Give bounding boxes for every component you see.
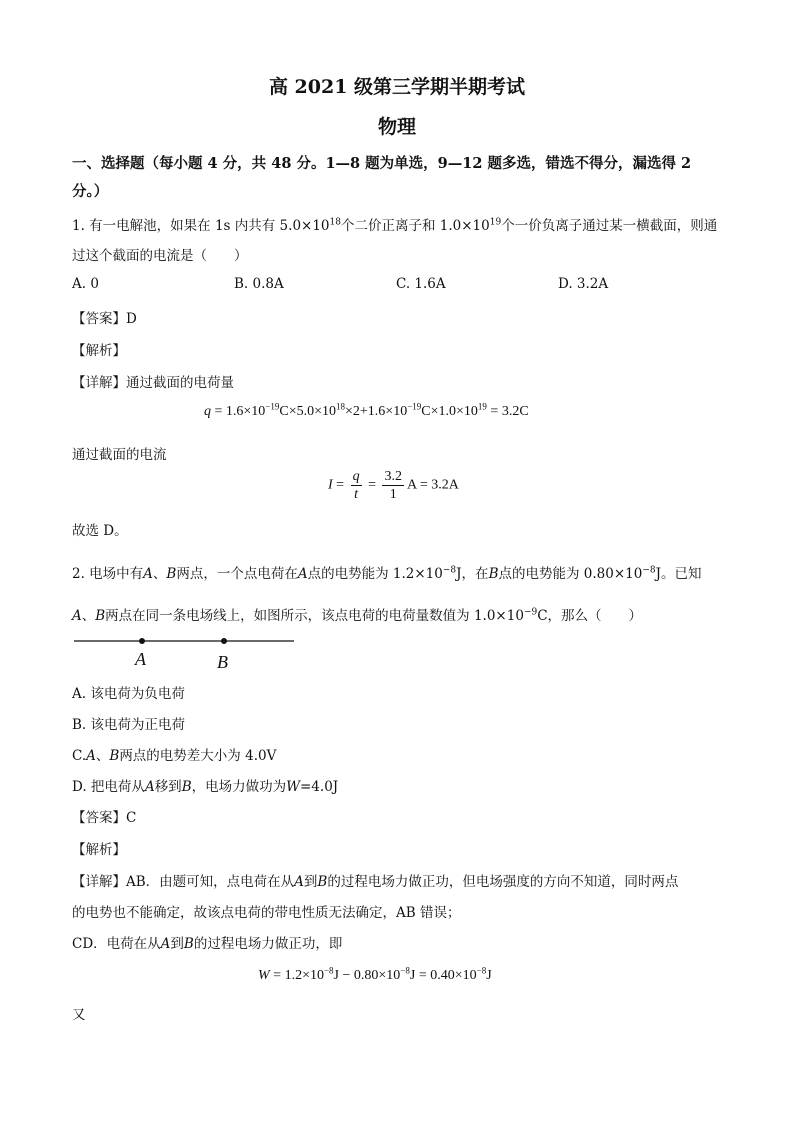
- q1-current-equation: [328, 468, 459, 503]
- point-b: B: [488, 566, 499, 582]
- q2-text: C，那么（ ）: [537, 608, 643, 624]
- q2-detail-line3: [72, 932, 342, 952]
- q2-work-equation: [258, 965, 492, 984]
- exponent: 19: [477, 401, 487, 412]
- q2-answer: 【答案】C: [72, 810, 137, 826]
- q2-option-a: A. 该电荷为负电荷: [72, 686, 185, 702]
- eq-part: A = 3.2A: [406, 477, 459, 493]
- eq-part: J = 0.40×10: [409, 968, 477, 983]
- symbol-w: W: [286, 779, 300, 795]
- point-b: B: [317, 874, 328, 890]
- exponent: −8: [323, 965, 334, 976]
- q1-option-a: A. 0: [72, 276, 99, 292]
- q1-text: 1. 有一电解池，如果在 1s 内共有 5.0×10: [72, 218, 330, 234]
- q2-tail: 又: [72, 1007, 86, 1023]
- exponent: 18: [336, 401, 346, 412]
- q2-text: 2. 电场中有: [72, 566, 144, 582]
- q2-text: 、: [152, 566, 167, 582]
- eq-part: = 1.2×10: [269, 968, 324, 983]
- exponent: −8: [442, 565, 457, 576]
- q1-current-label: 通过截面的电流: [72, 447, 167, 463]
- q1-text: 个一价负离子通过某一横截面，则通: [501, 218, 718, 234]
- point-a: A: [143, 566, 153, 582]
- eq-part: J − 0.80×10: [333, 968, 401, 983]
- denominator: 1: [389, 487, 397, 502]
- exponent: −8: [642, 565, 656, 576]
- q2-text: 点的电势能为 1.2×10: [307, 566, 443, 582]
- exam-title: 高 2021 级第三学期半期考试: [268, 76, 526, 98]
- exponent: −19: [407, 401, 422, 412]
- q2-stem-line1: [72, 562, 702, 582]
- section-heading-line1: 一、选择题（每小题 4 分，共 48 分。1—8 题为单选，9—12 题多选，错选不得分，漏选得 2: [72, 155, 692, 172]
- symbol-w: W: [258, 968, 270, 983]
- q2-detail-line2: 的电势也不能确定，故该点电荷的带电性质无法确定，AB 错误；: [72, 905, 461, 921]
- fraction-value: [382, 468, 404, 503]
- point-b: B: [183, 936, 194, 952]
- point-b: B: [109, 748, 120, 764]
- point-a: A: [297, 566, 308, 582]
- point-b: B: [181, 779, 192, 795]
- point-a-dot: [139, 638, 145, 644]
- point-a: A: [294, 874, 304, 890]
- q2-text: 点的电势能为 0.80×10: [498, 566, 643, 582]
- point-b: B: [95, 608, 106, 624]
- q2-text: 的过程电场力做正功，即: [193, 936, 343, 952]
- q2-text: 到: [170, 936, 184, 952]
- exponent: −19: [265, 401, 280, 412]
- q2-text: 、: [81, 608, 96, 624]
- point-a: A: [160, 936, 171, 952]
- q1-stem-line2: 过这个截面的电流是（ ）: [72, 248, 248, 264]
- q2-text: 、: [95, 748, 110, 764]
- q1-option-b: B. 0.8A: [234, 276, 284, 292]
- q2-text: J，在: [456, 566, 489, 582]
- fraction-q-over-t: [351, 468, 362, 503]
- denominator: t: [354, 487, 359, 502]
- q2-text: =4.0J: [300, 779, 339, 795]
- figure-label-a: A: [135, 649, 146, 669]
- q2-option-d: [72, 775, 338, 795]
- point-b: B: [166, 566, 177, 582]
- subject-title: 物理: [377, 116, 416, 138]
- q2-text: D. 把电荷从: [72, 779, 145, 795]
- q2-analysis-label: 【解析】: [72, 842, 126, 858]
- figure-label-b: B: [217, 652, 228, 672]
- point-a: A: [72, 608, 82, 624]
- q2-text: 两点，一个点电荷在: [176, 566, 298, 582]
- eq-part: =: [332, 477, 348, 493]
- q2-text: C.: [72, 748, 87, 764]
- q1-detail: 【详解】通过截面的电荷量: [72, 375, 234, 391]
- exponent: −9: [523, 607, 538, 618]
- q2-option-c: [72, 744, 276, 764]
- q1-answer: 【答案】D: [72, 311, 137, 327]
- section-heading-cont: [72, 180, 108, 201]
- eq-part: C×5.0×10: [279, 404, 337, 419]
- point-a: A: [144, 779, 155, 795]
- exponent: 19: [489, 217, 502, 228]
- numerator: q: [352, 469, 360, 484]
- exponent: −8: [400, 965, 410, 976]
- point-a: A: [86, 748, 96, 764]
- q2-stem-line2: [72, 604, 642, 624]
- eq-part: = 3.2C: [486, 404, 529, 419]
- numerator: 3.2: [384, 469, 402, 484]
- section-heading-line2: 分。）: [72, 183, 109, 200]
- q2-text: J。已知: [655, 566, 702, 582]
- symbol-q: q: [204, 404, 211, 419]
- q1-option-d: D. 3.2A: [558, 276, 609, 292]
- q2-text: ，电场力做功为: [191, 779, 287, 795]
- q1-analysis-label: 【解析】: [72, 343, 126, 359]
- q2-text: 两点在同一条电场线上，如图所示，该点电荷的电荷量数值为 1.0×10: [105, 608, 524, 624]
- q1-conclusion: 故选 D。: [72, 523, 128, 539]
- q2-text: CD．电荷在从: [72, 936, 161, 952]
- exponent: −8: [476, 965, 487, 976]
- q2-option-b: B. 该电荷为正电荷: [72, 717, 186, 733]
- q2-detail-line1: [72, 870, 678, 890]
- point-b-dot: [221, 638, 227, 644]
- q2-text: 的过程电场力做正功，但电场强度的方向不知道，同时两点: [327, 874, 679, 890]
- q1-text: 个二价正离子和 1.0×10: [340, 218, 490, 234]
- q1-stem-line1: [72, 214, 717, 234]
- eq-part: =: [364, 477, 380, 493]
- eq-part: = 1.6×10: [211, 404, 266, 419]
- section-heading: [72, 152, 691, 173]
- symbol-i: I: [328, 477, 333, 493]
- eq-part: C×1.0×10: [421, 404, 478, 419]
- exponent: 18: [329, 217, 341, 228]
- q1-option-c: C. 1.6A: [396, 276, 446, 292]
- q2-text: 两点的电势差大小为 4.0V: [119, 748, 277, 764]
- q2-text: 到: [303, 874, 318, 890]
- eq-part: J: [486, 968, 492, 983]
- q1-charge-equation: [204, 401, 529, 420]
- field-line-figure: [72, 628, 302, 676]
- eq-part: ×2+1.6×10: [345, 404, 408, 419]
- q2-text: 移到: [154, 779, 182, 795]
- q2-text: 【详解】AB．由题可知，点电荷在从: [72, 874, 295, 890]
